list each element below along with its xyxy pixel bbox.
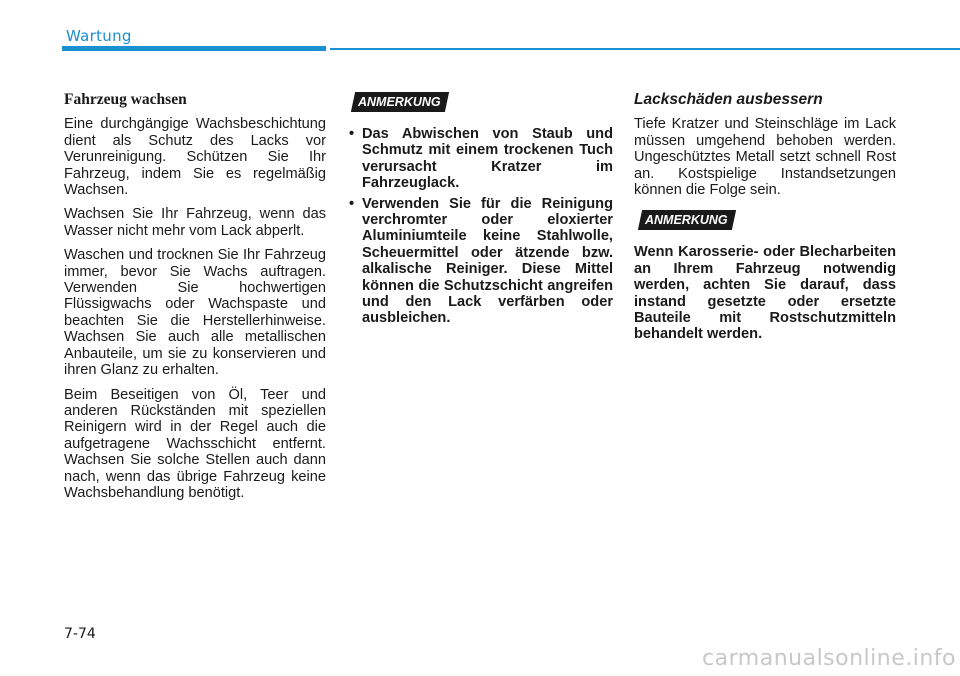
heading-waxing: Fahrzeug wachsen xyxy=(64,91,187,108)
column-note xyxy=(347,92,613,331)
column-waxing xyxy=(64,92,326,509)
header-rule-thick xyxy=(62,46,326,51)
paragraph: Wachsen Sie Ihr Fahrzeug, wenn das Wasser nicht mehr vom Lack abperlt. xyxy=(64,206,326,239)
note-badge-label: ANMERKUNG xyxy=(645,213,728,228)
note-badge xyxy=(351,92,449,112)
note-text: Wenn Karosserie- oder Blecharbeiten an Ihrem Fahrzeug notwendig werden, achten Sie darauf, dass instand gesetzte oder ersetzte Bauteile mit Rostschutzmitteln behandelt werden. xyxy=(634,244,896,343)
header-rule-thin xyxy=(330,48,960,50)
list-item: • Verwenden Sie für die Reinigung verchromter oder eloxierter Aluminiumteile keine Stahlwolle, Scheuermittel oder ätzende bzw. alkalische Reiniger. Diese Mittel können die Schutzschicht angreifen und den Lack verfärben oder ausbleichen. xyxy=(347,196,613,327)
page-number: 7-74 xyxy=(64,626,96,642)
heading-paint-damage: Lackschäden ausbessern xyxy=(634,91,823,108)
section-title: Wartung xyxy=(66,27,132,45)
note-badge-label: ANMERKUNG xyxy=(358,95,441,109)
paragraph: Eine durchgängige Wachsbeschichtung dient als Schutz des Lacks vor Verunreinigung. Schützen Sie Ihr Fahrzeug, indem Sie es regelmäßig Wachsen. xyxy=(64,116,326,199)
paragraph: Beim Beseitigen von Öl, Teer und anderen Rückständen mit speziellen Reinigern wird in der Regel auch die aufgetragene Wachsschicht entfernt. Wachsen Sie solche Stellen auch dann nach, wenn das übrige Fahrzeug keine Wachsbehandlung benötigt. xyxy=(64,386,326,501)
watermark: carmanualsonline.info xyxy=(702,646,956,671)
list-item: • Das Abwischen von Staub und Schmutz mit einem trockenen Tuch verursacht Kratzer im Fahrzeuglack. xyxy=(347,126,613,192)
note-badge xyxy=(638,210,736,230)
note-list xyxy=(347,126,613,327)
paragraph: Tiefe Kratzer und Steinschläge im Lack müssen umgehend behoben werden. Ungeschütztes Metall setzt schnell Rost an. Kostspielige Instandsetzungen können die Folge sein. xyxy=(634,116,896,199)
column-paint-damage xyxy=(634,92,896,353)
paragraph: Waschen und trocknen Sie Ihr Fahrzeug immer, bevor Sie Wachs auftragen. Verwenden Sie hochwertigen Flüssigwachs oder Wachspaste und beachten Sie die Herstellerhinweise. Wachsen Sie auch alle metallischen Anbauteile, um sie zu konservieren und ihren Glanz zu erhalten. xyxy=(64,247,326,379)
